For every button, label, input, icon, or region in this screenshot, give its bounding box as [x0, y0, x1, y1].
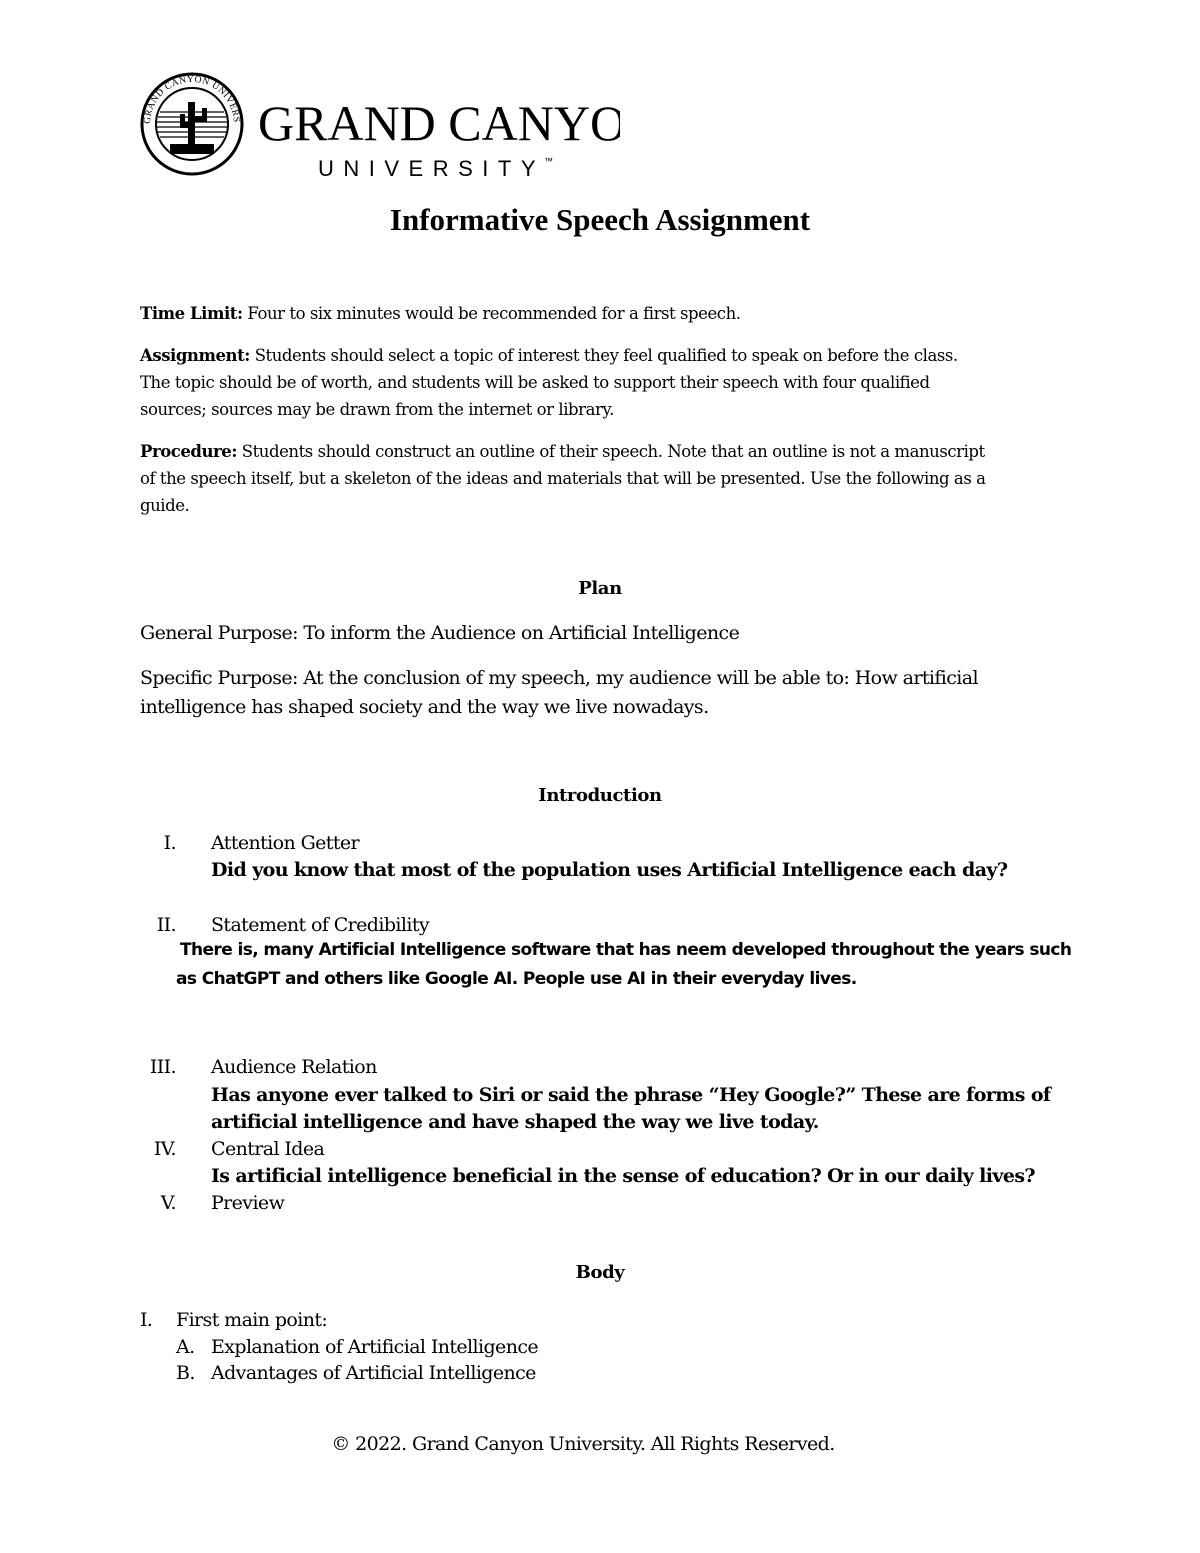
procedure-line: of the speech itself, but a skeleton of the ideas and materials that will be presented. Use the following as a	[140, 469, 986, 488]
general-purpose: General Purpose: To inform the Audience on Artificial Intelligence	[140, 622, 740, 644]
subpoint-letter: B.	[176, 1362, 195, 1384]
assignment-line: Students should select a topic of interest they feel qualified to speak on before the class.	[254, 346, 958, 365]
university-logo	[140, 72, 620, 182]
university-seal-icon	[140, 72, 620, 182]
university-name-line2: UNIVERSITY	[318, 156, 546, 181]
seal-text: GRAND CANYON UNIVERS	[142, 74, 242, 125]
intro-item-label: Preview	[211, 1192, 285, 1214]
specific-purpose-line: intelligence has shaped society and the way we live nowadays.	[140, 696, 709, 718]
intro-numeral: II.	[156, 914, 176, 936]
intro-item-answer: as ChatGPT and others like Google AI. People use AI in their everyday lives.	[176, 969, 857, 989]
time-limit-paragraph	[140, 300, 1070, 327]
procedure-label: Procedure:	[140, 442, 237, 461]
intro-numeral: I.	[163, 832, 176, 854]
procedure-line: Students should construct an outline of their speech. Note that an outline is not a manuscript	[241, 442, 985, 461]
specific-purpose-line: Specific Purpose: At the conclusion of my speech, my audience will be able to: How artificial	[140, 667, 978, 689]
plan-heading: Plan	[578, 578, 622, 599]
intro-numeral: IV.	[153, 1138, 176, 1160]
procedure-paragraph	[140, 438, 1070, 519]
page-title: Informative Speech Assignment	[389, 202, 811, 237]
body-main-numeral: I.	[140, 1309, 153, 1331]
trademark-symbol: ™	[544, 156, 553, 166]
university-name-line1: GRAND CANYO	[258, 95, 620, 151]
intro-numeral: III.	[149, 1056, 176, 1078]
assignment-label: Assignment:	[140, 346, 250, 365]
assignment-line: The topic should be of worth, and students will be asked to support their speech with four qualified	[140, 373, 930, 392]
intro-item-label: Attention Getter	[211, 832, 359, 854]
body-main-point: First main point:	[176, 1309, 328, 1331]
assignment-line: sources; sources may be drawn from the internet or library.	[140, 400, 614, 419]
intro-item-answer: Did you know that most of the population uses Artificial Intelligence each day?	[211, 859, 1008, 881]
body-heading: Body	[575, 1262, 625, 1283]
copyright-footer: © 2022. Grand Canyon University. All Rights Reserved.	[331, 1433, 835, 1455]
intro-item-answer: Is artificial intelligence beneficial in the sense of education? Or in our daily lives?	[211, 1165, 1035, 1187]
time-limit-label: Time Limit:	[140, 304, 243, 323]
intro-item-label: Central Idea	[211, 1138, 325, 1160]
subpoint-text: Explanation of Artificial Intelligence	[211, 1336, 539, 1358]
subpoint-letter: A.	[176, 1336, 195, 1358]
intro-item-label: Audience Relation	[211, 1056, 377, 1078]
introduction-heading: Introduction	[538, 785, 662, 806]
procedure-line: guide.	[140, 496, 190, 515]
intro-item-answer: Has anyone ever talked to Siri or said the phrase “Hey Google?” These are forms of	[211, 1084, 1051, 1106]
intro-item-answer: artificial intelligence and have shaped the way we live today.	[211, 1111, 819, 1133]
intro-item-answer: There is, many Artificial Intelligence software that has neem developed throughout the years such	[180, 940, 1072, 960]
intro-item-label: Statement of Credibility	[211, 914, 430, 936]
subpoint-text: Advantages of Artificial Intelligence	[211, 1362, 536, 1384]
intro-numeral: V.	[160, 1192, 176, 1214]
assignment-paragraph	[140, 342, 1070, 423]
time-limit-text: Four to six minutes would be recommended for a first speech.	[247, 304, 741, 323]
